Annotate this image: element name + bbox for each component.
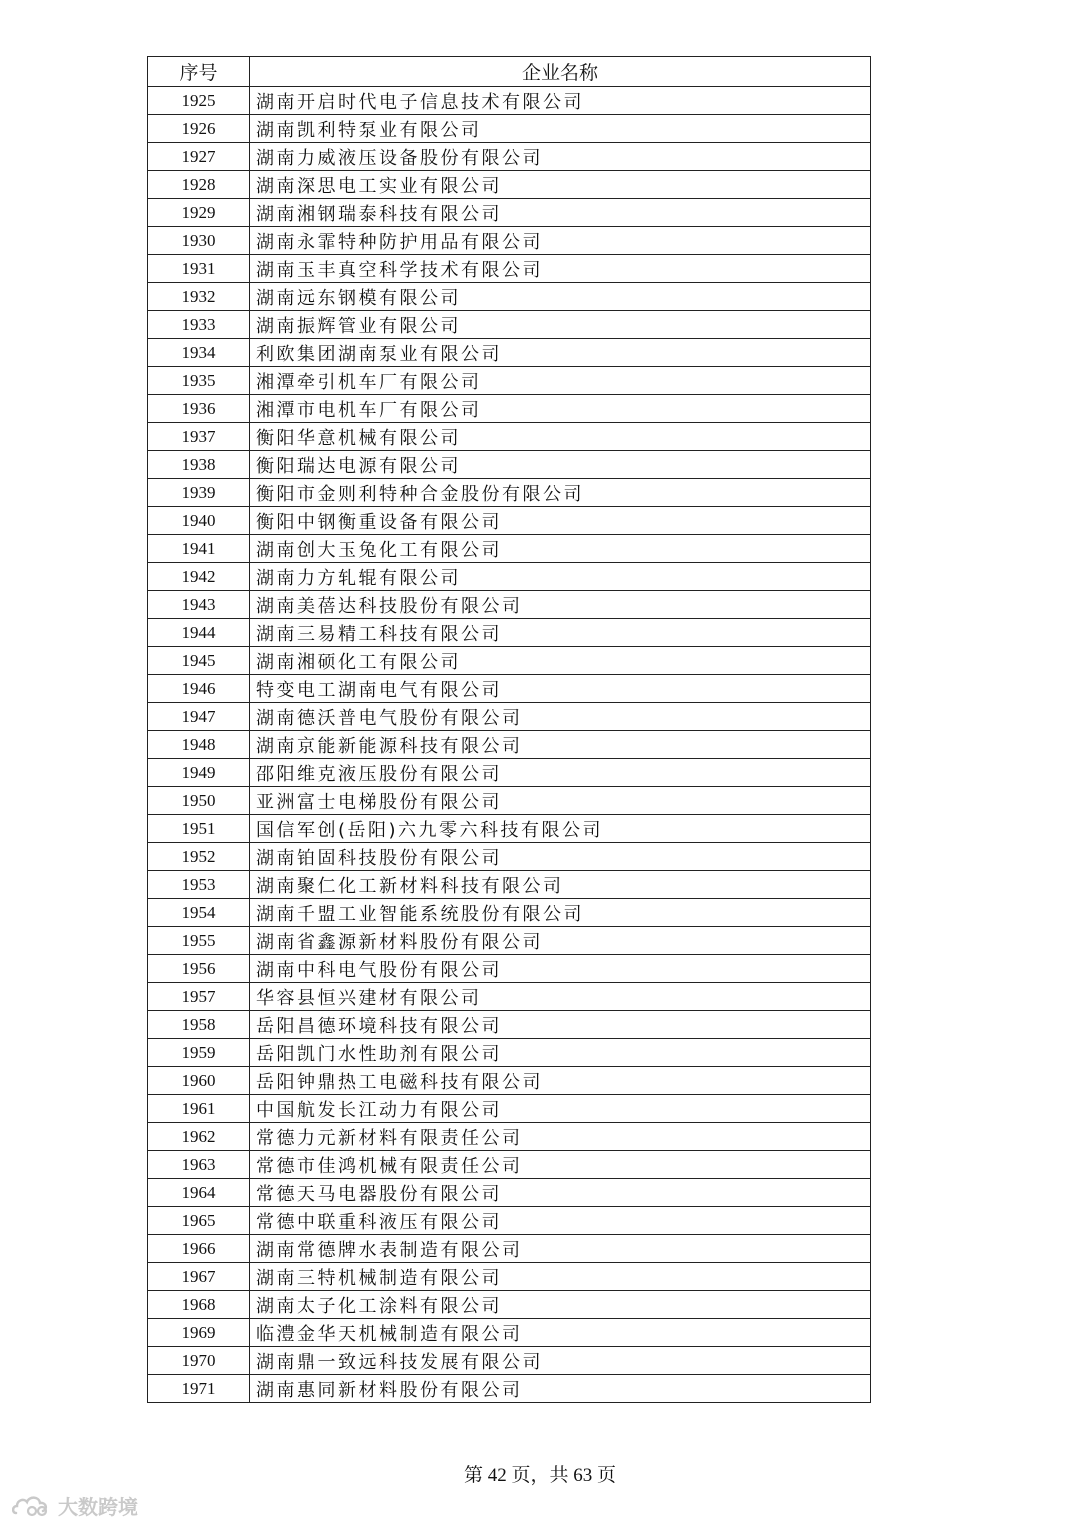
row-company-name: 湖南惠同新材料股份有限公司 [250, 1375, 871, 1403]
row-index: 1957 [148, 983, 250, 1011]
row-company-name: 湖南千盟工业智能系统股份有限公司 [250, 899, 871, 927]
table-row [148, 563, 871, 591]
row-company-name: 岳阳凯门水性助剂有限公司 [250, 1039, 871, 1067]
row-company-name: 常德市佳鸿机械有限责任公司 [250, 1151, 871, 1179]
table-row [148, 1207, 871, 1235]
table-row [148, 535, 871, 563]
row-index: 1927 [148, 143, 250, 171]
row-company-name: 中国航发长江动力有限公司 [250, 1095, 871, 1123]
table-row [148, 143, 871, 171]
row-company-name: 湖南力方轧辊有限公司 [250, 563, 871, 591]
row-company-name: 湖南铂固科技股份有限公司 [250, 843, 871, 871]
table-header-row [148, 57, 871, 87]
row-index: 1968 [148, 1291, 250, 1319]
row-index: 1945 [148, 647, 250, 675]
row-index: 1967 [148, 1263, 250, 1291]
row-company-name: 湖南中科电气股份有限公司 [250, 955, 871, 983]
table-row [148, 899, 871, 927]
row-company-name: 湖南省鑫源新材料股份有限公司 [250, 927, 871, 955]
row-index: 1961 [148, 1095, 250, 1123]
table-row [148, 675, 871, 703]
row-company-name: 湘潭牵引机车厂有限公司 [250, 367, 871, 395]
table-row [148, 395, 871, 423]
row-company-name: 湖南力威液压设备股份有限公司 [250, 143, 871, 171]
table-row [148, 1151, 871, 1179]
row-company-name: 利欧集团湖南泵业有限公司 [250, 339, 871, 367]
row-company-name: 湖南太子化工涂料有限公司 [250, 1291, 871, 1319]
row-index: 1952 [148, 843, 250, 871]
table-row [148, 311, 871, 339]
table-row [148, 731, 871, 759]
row-index: 1938 [148, 451, 250, 479]
row-company-name: 岳阳钟鼎热工电磁科技有限公司 [250, 1067, 871, 1095]
row-company-name: 湖南深思电工实业有限公司 [250, 171, 871, 199]
row-company-name: 常德中联重科液压有限公司 [250, 1207, 871, 1235]
row-company-name: 湖南远东钢模有限公司 [250, 283, 871, 311]
table-row [148, 787, 871, 815]
watermark [12, 1491, 138, 1520]
table-row [148, 1123, 871, 1151]
cloud-logo-icon [12, 1493, 54, 1519]
row-index: 1963 [148, 1151, 250, 1179]
table-row [148, 647, 871, 675]
row-company-name: 衡阳市金则利特种合金股份有限公司 [250, 479, 871, 507]
row-company-name: 常德天马电器股份有限公司 [250, 1179, 871, 1207]
row-company-name: 湖南玉丰真空科学技术有限公司 [250, 255, 871, 283]
row-index: 1936 [148, 395, 250, 423]
row-index: 1929 [148, 199, 250, 227]
row-index: 1959 [148, 1039, 250, 1067]
table-row [148, 1039, 871, 1067]
company-list-table [147, 56, 871, 1403]
table-row [148, 1095, 871, 1123]
row-index: 1944 [148, 619, 250, 647]
watermark-text: 大数跨境 [58, 1495, 138, 1519]
row-company-name: 临澧金华天机械制造有限公司 [250, 1319, 871, 1347]
table-row [148, 1011, 871, 1039]
row-index: 1928 [148, 171, 250, 199]
row-index: 1955 [148, 927, 250, 955]
row-index: 1925 [148, 87, 250, 115]
row-index: 1946 [148, 675, 250, 703]
row-index: 1934 [148, 339, 250, 367]
row-index: 1950 [148, 787, 250, 815]
row-index: 1948 [148, 731, 250, 759]
table-row [148, 423, 871, 451]
table-row [148, 983, 871, 1011]
row-index: 1969 [148, 1319, 250, 1347]
table-row [148, 955, 871, 983]
row-index: 1956 [148, 955, 250, 983]
table-row [148, 451, 871, 479]
row-index: 1937 [148, 423, 250, 451]
table-body [148, 87, 871, 1403]
row-index: 1931 [148, 255, 250, 283]
row-company-name: 湖南创大玉兔化工有限公司 [250, 535, 871, 563]
row-company-name: 特变电工湖南电气有限公司 [250, 675, 871, 703]
row-index: 1962 [148, 1123, 250, 1151]
table-row [148, 255, 871, 283]
row-index: 1953 [148, 871, 250, 899]
table-row [148, 871, 871, 899]
table-row [148, 1067, 871, 1095]
row-index: 1932 [148, 283, 250, 311]
table-row [148, 87, 871, 115]
row-company-name: 湘潭市电机车厂有限公司 [250, 395, 871, 423]
table-row [148, 171, 871, 199]
table-row [148, 227, 871, 255]
row-index: 1949 [148, 759, 250, 787]
row-company-name: 湖南德沃普电气股份有限公司 [250, 703, 871, 731]
row-index: 1930 [148, 227, 250, 255]
row-index: 1960 [148, 1067, 250, 1095]
table-row [148, 479, 871, 507]
row-company-name: 衡阳华意机械有限公司 [250, 423, 871, 451]
row-company-name: 湖南振辉管业有限公司 [250, 311, 871, 339]
row-index: 1947 [148, 703, 250, 731]
row-company-name: 亚洲富士电梯股份有限公司 [250, 787, 871, 815]
row-company-name: 国信军创(岳阳)六九零六科技有限公司 [250, 815, 871, 843]
table-row [148, 367, 871, 395]
table-row [148, 283, 871, 311]
row-company-name: 湖南凯利特泵业有限公司 [250, 115, 871, 143]
table-row [148, 1291, 871, 1319]
table-row [148, 843, 871, 871]
row-index: 1951 [148, 815, 250, 843]
table-row [148, 927, 871, 955]
page-number-footer: 第 42 页，共 63 页 [463, 1465, 616, 1486]
table-row [148, 1235, 871, 1263]
row-company-name: 华容县恒兴建材有限公司 [250, 983, 871, 1011]
row-index: 1958 [148, 1011, 250, 1039]
row-company-name: 常德力元新材料有限责任公司 [250, 1123, 871, 1151]
row-index: 1926 [148, 115, 250, 143]
row-company-name: 湖南开启时代电子信息技术有限公司 [250, 87, 871, 115]
table-row [148, 115, 871, 143]
table-row [148, 339, 871, 367]
row-company-name: 岳阳昌德环境科技有限公司 [250, 1011, 871, 1039]
row-index: 1964 [148, 1179, 250, 1207]
row-index: 1966 [148, 1235, 250, 1263]
row-index: 1965 [148, 1207, 250, 1235]
table-row [148, 1319, 871, 1347]
table-row [148, 1263, 871, 1291]
row-company-name: 湖南三特机械制造有限公司 [250, 1263, 871, 1291]
row-company-name: 湖南湘硕化工有限公司 [250, 647, 871, 675]
row-company-name: 湖南常德牌水表制造有限公司 [250, 1235, 871, 1263]
header-company-name: 企业名称 [250, 57, 871, 87]
row-company-name: 邵阳维克液压股份有限公司 [250, 759, 871, 787]
row-index: 1942 [148, 563, 250, 591]
header-index: 序号 [148, 57, 250, 87]
row-index: 1970 [148, 1347, 250, 1375]
table-row [148, 619, 871, 647]
row-company-name: 湖南三易精工科技有限公司 [250, 619, 871, 647]
row-company-name: 湖南湘钢瑞泰科技有限公司 [250, 199, 871, 227]
row-index: 1954 [148, 899, 250, 927]
row-index: 1935 [148, 367, 250, 395]
row-company-name: 衡阳中钢衡重设备有限公司 [250, 507, 871, 535]
row-company-name: 湖南美蓓达科技股份有限公司 [250, 591, 871, 619]
table-row [148, 1347, 871, 1375]
table-row [148, 759, 871, 787]
row-index: 1971 [148, 1375, 250, 1403]
row-index: 1933 [148, 311, 250, 339]
row-index: 1941 [148, 535, 250, 563]
row-company-name: 湖南京能新能源科技有限公司 [250, 731, 871, 759]
table-row [148, 1375, 871, 1403]
table-row [148, 199, 871, 227]
row-company-name: 湖南聚仁化工新材料科技有限公司 [250, 871, 871, 899]
row-index: 1939 [148, 479, 250, 507]
table-row [148, 591, 871, 619]
table-row [148, 815, 871, 843]
row-index: 1940 [148, 507, 250, 535]
row-company-name: 湖南永霏特种防护用品有限公司 [250, 227, 871, 255]
row-company-name: 湖南鼎一致远科技发展有限公司 [250, 1347, 871, 1375]
row-company-name: 衡阳瑞达电源有限公司 [250, 451, 871, 479]
row-index: 1943 [148, 591, 250, 619]
table-row [148, 1179, 871, 1207]
table-row [148, 703, 871, 731]
table-row [148, 507, 871, 535]
